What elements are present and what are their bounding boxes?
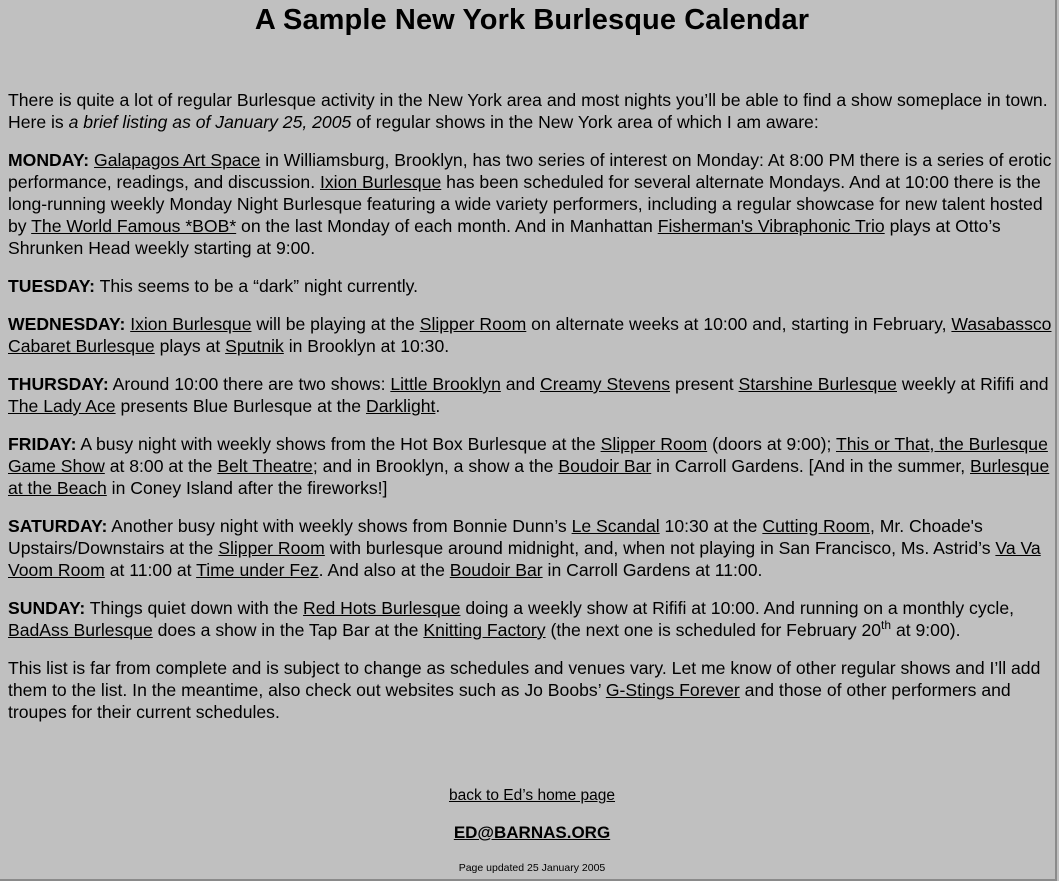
intro-text-end: of regular shows in the New York area of which I am aware: xyxy=(351,112,819,132)
link-belt-theatre[interactable]: Belt Theatre xyxy=(217,456,313,476)
link-starshine-burlesque[interactable]: Starshine Burlesque xyxy=(738,374,897,394)
saturday-text: Another busy night with weekly shows from Bonnie Dunn’s xyxy=(107,516,572,536)
link-va-va-voom-room[interactable]: Va Va Voom Room xyxy=(8,538,1041,580)
link-slipper-room[interactable]: Slipper Room xyxy=(419,314,527,334)
friday-text: A busy night with weekly shows from the Hot Box Burlesque at the xyxy=(76,434,601,454)
friday-paragraph xyxy=(8,433,1059,499)
link-time-under-fez[interactable]: Time under Fez xyxy=(196,560,319,580)
link-the-lady-ace[interactable]: The Lady Ace xyxy=(8,396,116,416)
link-le-scandal[interactable]: Le Scandal xyxy=(571,516,660,536)
sunday-paragraph xyxy=(8,597,1059,641)
monday-paragraph xyxy=(8,149,1059,259)
monday-text: in Williamsburg, Brooklyn, has two series of interest on Monday: At 8:00 PM there is a series of erotic performance, readings, and discussion. xyxy=(8,150,1052,192)
closing-text: This list is far from complete and is subject to change as schedules and venues vary. Let me know of other regular shows and I’ll add them to the list. In the meantime, also check out websites such as Jo Boobs’ xyxy=(8,658,1041,700)
link-boudoir-bar[interactable]: Boudoir Bar xyxy=(449,560,543,580)
day-label-wednesday: WEDNESDAY: xyxy=(8,314,126,334)
monday-text: on the last Monday of each month. And in Manhattan xyxy=(236,216,658,236)
wednesday-text: on alternate weeks at 10:00 and, starting in February, xyxy=(526,314,952,334)
tuesday-paragraph xyxy=(8,275,1059,297)
wednesday-text: in Brooklyn at 10:30. xyxy=(283,336,450,356)
day-label-sunday: SUNDAY: xyxy=(8,598,86,618)
friday-text: at 8:00 at the xyxy=(104,456,218,476)
link-burlesque-at-the-beach[interactable]: Burlesque at the Beach xyxy=(8,456,1050,498)
saturday-text: 10:30 at the xyxy=(659,516,763,536)
link-red-hots-burlesque[interactable]: Red Hots Burlesque xyxy=(303,598,461,618)
day-label-friday: FRIDAY: xyxy=(8,434,77,454)
link-creamy-stevens[interactable]: Creamy Stevens xyxy=(540,374,671,394)
saturday-text: with burlesque around midnight, and, when not playing in San Francisco, Ms. Astrid’s xyxy=(324,538,996,558)
monday-text: has been scheduled for several alternate Mondays. And at 10:00 there is the long-running weekly Monday Night Burlesque featuring a wide variety performers, including a regular showcase for new talent hosted by xyxy=(8,172,1043,236)
day-label-thursday: THURSDAY: xyxy=(8,374,109,394)
intro-date: a brief listing as of January 25, 2005 xyxy=(68,112,352,132)
friday-text: in Carroll Gardens. [And in the summer, xyxy=(651,456,971,476)
link-slipper-room[interactable]: Slipper Room xyxy=(600,434,708,454)
friday-text: in Coney Island after the fireworks!] xyxy=(106,478,388,498)
link-slipper-room[interactable]: Slipper Room xyxy=(218,538,325,558)
sunday-text: at 9:00). xyxy=(891,620,961,640)
sunday-text: doing a weekly show at Rififi at 10:00. And running on a monthly cycle, xyxy=(460,598,1015,618)
thursday-text: and xyxy=(500,374,541,394)
closing-paragraph xyxy=(8,657,1059,723)
intro-text: There is quite a lot of regular Burlesque activity in the New York area and most nights you’ll be able to find a show someplace in town. Here is xyxy=(8,90,1048,132)
thursday-text: presents Blue Burlesque at the xyxy=(115,396,366,416)
link-galapagos-art-space[interactable]: Galapagos Art Space xyxy=(94,150,261,170)
saturday-text: , Mr. Choade's Upstairs/Downstairs at the xyxy=(8,516,983,558)
day-label-saturday: SATURDAY: xyxy=(8,516,108,536)
link-fishermans-vibraphonic-trio[interactable]: Fisherman's Vibraphonic Trio xyxy=(657,216,885,236)
intro-paragraph xyxy=(8,89,1059,133)
link-ixion-burlesque[interactable]: Ixion Burlesque xyxy=(130,314,252,334)
link-little-brooklyn[interactable]: Little Brooklyn xyxy=(390,374,501,394)
link-cutting-room[interactable]: Cutting Room xyxy=(762,516,870,536)
wednesday-paragraph xyxy=(8,313,1059,357)
wednesday-text: plays at xyxy=(154,336,226,356)
link-ixion-burlesque[interactable]: Ixion Burlesque xyxy=(319,172,442,192)
thursday-text: . xyxy=(435,396,441,416)
email-container xyxy=(0,822,1059,844)
thursday-text: present xyxy=(670,374,739,394)
link-g-stings-forever[interactable]: G-Stings Forever xyxy=(605,680,740,700)
home-page-link[interactable]: back to Ed’s home page xyxy=(448,787,616,804)
link-badass-burlesque[interactable]: BadAss Burlesque xyxy=(8,620,153,640)
tuesday-text: This seems to be a “dark” night currently. xyxy=(95,276,419,296)
email-link[interactable]: ED@BARNAS.ORG xyxy=(453,823,611,842)
page-title: A Sample New York Burlesque Calendar xyxy=(254,4,810,36)
wednesday-text: will be playing at the xyxy=(251,314,420,334)
closing-text: and those of other performers and troupes for their current schedules. xyxy=(8,680,1011,722)
saturday-text: in Carroll Gardens at 11:00. xyxy=(542,560,763,580)
friday-text: ; and in Brooklyn, a show a the xyxy=(312,456,559,476)
link-this-or-that-game-show[interactable]: This or That, the Burlesque Game Show xyxy=(8,434,1048,476)
link-darklight[interactable]: Darklight xyxy=(365,396,436,416)
link-knitting-factory[interactable]: Knitting Factory xyxy=(423,620,546,640)
thursday-text: Around 10:00 there are two shows: xyxy=(108,374,391,394)
home-link-container xyxy=(0,786,1059,806)
page-updated-note: Page updated 25 January 2005 xyxy=(458,862,606,874)
friday-text: (doors at 9:00); xyxy=(707,434,836,454)
sunday-text: Things quiet down with the xyxy=(85,598,304,618)
saturday-text: . And also at the xyxy=(318,560,450,580)
thursday-paragraph xyxy=(8,373,1059,417)
link-sputnik[interactable]: Sputnik xyxy=(225,336,284,356)
day-label-monday: MONDAY: xyxy=(8,150,90,170)
monday-text: plays at Otto’s Shrunken Head weekly starting at 9:00. xyxy=(8,216,1001,258)
day-label-tuesday: TUESDAY: xyxy=(8,276,96,296)
thursday-text: weekly at Rififi and xyxy=(896,374,1049,394)
sunday-text: (the next one is scheduled for February 20 xyxy=(545,620,882,640)
saturday-text: at 11:00 at xyxy=(104,560,197,580)
saturday-paragraph xyxy=(8,515,1059,581)
ordinal-suffix: th xyxy=(881,618,892,632)
link-world-famous-bob[interactable]: The World Famous *BOB* xyxy=(31,216,237,236)
calendar-content xyxy=(8,89,1059,739)
link-wasabassco-cabaret-burlesque[interactable]: Wasabassco Cabaret Burlesque xyxy=(8,314,1052,356)
sunday-text: does a show in the Tap Bar at the xyxy=(152,620,424,640)
link-boudoir-bar[interactable]: Boudoir Bar xyxy=(558,456,652,476)
